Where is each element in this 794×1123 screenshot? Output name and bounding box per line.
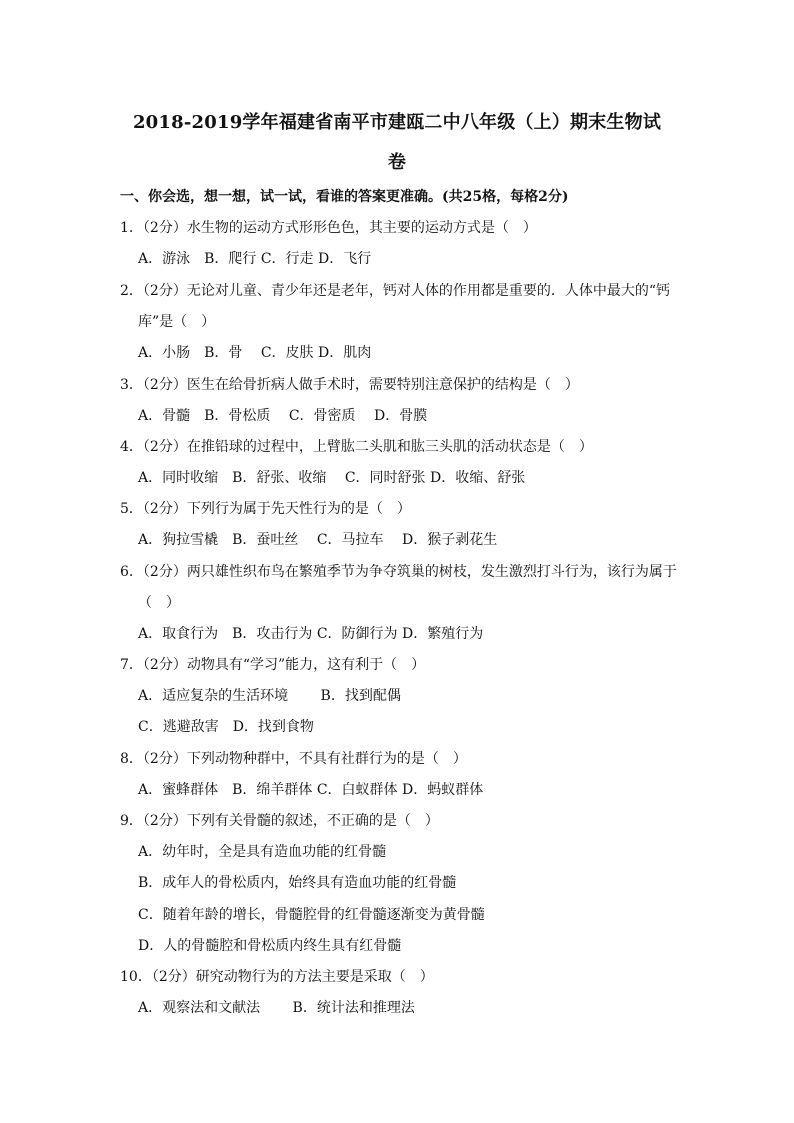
- section-heading: 一、你会选，想一想，试一试，看谁的答案更准确。(共25格，每格2分): [120, 189, 569, 205]
- question-1: 1．（2分）水生物的运动方式形形色色，其主要的运动方式是（ ）: [120, 220, 537, 236]
- question-7: 7．（2分）动物具有“学习”能力，这有利于（ ）: [120, 657, 426, 673]
- question-2-options: A．小肠 B．骨 C．皮肤 D．肌肉: [138, 345, 372, 361]
- question-5: 5．（2分）下列行为属于先天性行为的是（ ）: [120, 501, 411, 517]
- question-6-continued: （ ）: [138, 595, 180, 611]
- question-4-options: A．同时收缩 B．舒张、收缩 C．同时舒张 D．收缩、舒张: [138, 470, 526, 486]
- question-9-option-c: C．随着年龄的增长，骨髓腔骨的红骨髓逐渐变为黄骨髓: [138, 907, 485, 923]
- question-9: 9．（2分）下列有关骨髓的叙述，不正确的是（ ）: [120, 813, 439, 829]
- question-8: 8．（2分）下列动物种群中，不具有社群行为的是（ ）: [120, 751, 467, 767]
- question-7-options-row1: A．适应复杂的生活环境 B．找到配偶: [138, 688, 401, 704]
- question-8-options: A．蜜蜂群体 B．绵羊群体 C．白蚁群体 D．蚂蚁群体: [138, 782, 484, 798]
- question-3-options: A．骨髓 B．骨松质 C．骨密质 D．骨膜: [138, 408, 428, 424]
- question-2: 2．（2分）无论对儿童、青少年还是老年，钙对人体的作用都是重要的．人体中最大的“钙: [120, 283, 670, 299]
- question-9-option-b: B．成年人的骨松质内，始终具有造血功能的红骨髓: [138, 875, 457, 891]
- question-1-options: A．游泳 B．爬行 C．行走 D．飞行: [138, 251, 372, 267]
- question-7-options-row2: C．逃避敌害 D．找到食物: [138, 719, 314, 735]
- question-4: 4．（2分）在推铅球的过程中，上臂肱二头肌和肱三头肌的活动状态是（ ）: [120, 439, 593, 455]
- question-5-options: A．狗拉雪橇 B．蚕吐丝 C．马拉车 D．猴子剥花生: [138, 532, 498, 548]
- question-2-continued: 库”是（ ）: [138, 314, 216, 330]
- question-6-options: A．取食行为 B．攻击行为 C．防御行为 D．繁殖行为: [138, 626, 484, 642]
- question-10-options: A．观察法和文献法 B．统计法和推理法: [138, 1000, 415, 1016]
- question-10: 10．（2分）研究动物行为的方法主要是采取（ ）: [120, 969, 434, 985]
- question-3: 3．（2分）医生在给骨折病人做手术时，需要特别注意保护的结构是（ ）: [120, 377, 579, 393]
- exam-title-line1: 2018-2019学年福建省南平市建瓯二中八年级（上）期末生物试: [132, 112, 662, 133]
- question-9-option-d: D．人的骨髓腔和骨松质内终生具有红骨髓: [138, 938, 402, 954]
- exam-title-line2: 卷: [387, 152, 407, 173]
- question-9-option-a: A．幼年时，全是具有造血功能的红骨髓: [138, 844, 387, 860]
- question-6: 6．（2分）两只雄性织布鸟在繁殖季节为争夺筑巢的树枝，发生激烈打斗行为，该行为属于: [120, 564, 677, 580]
